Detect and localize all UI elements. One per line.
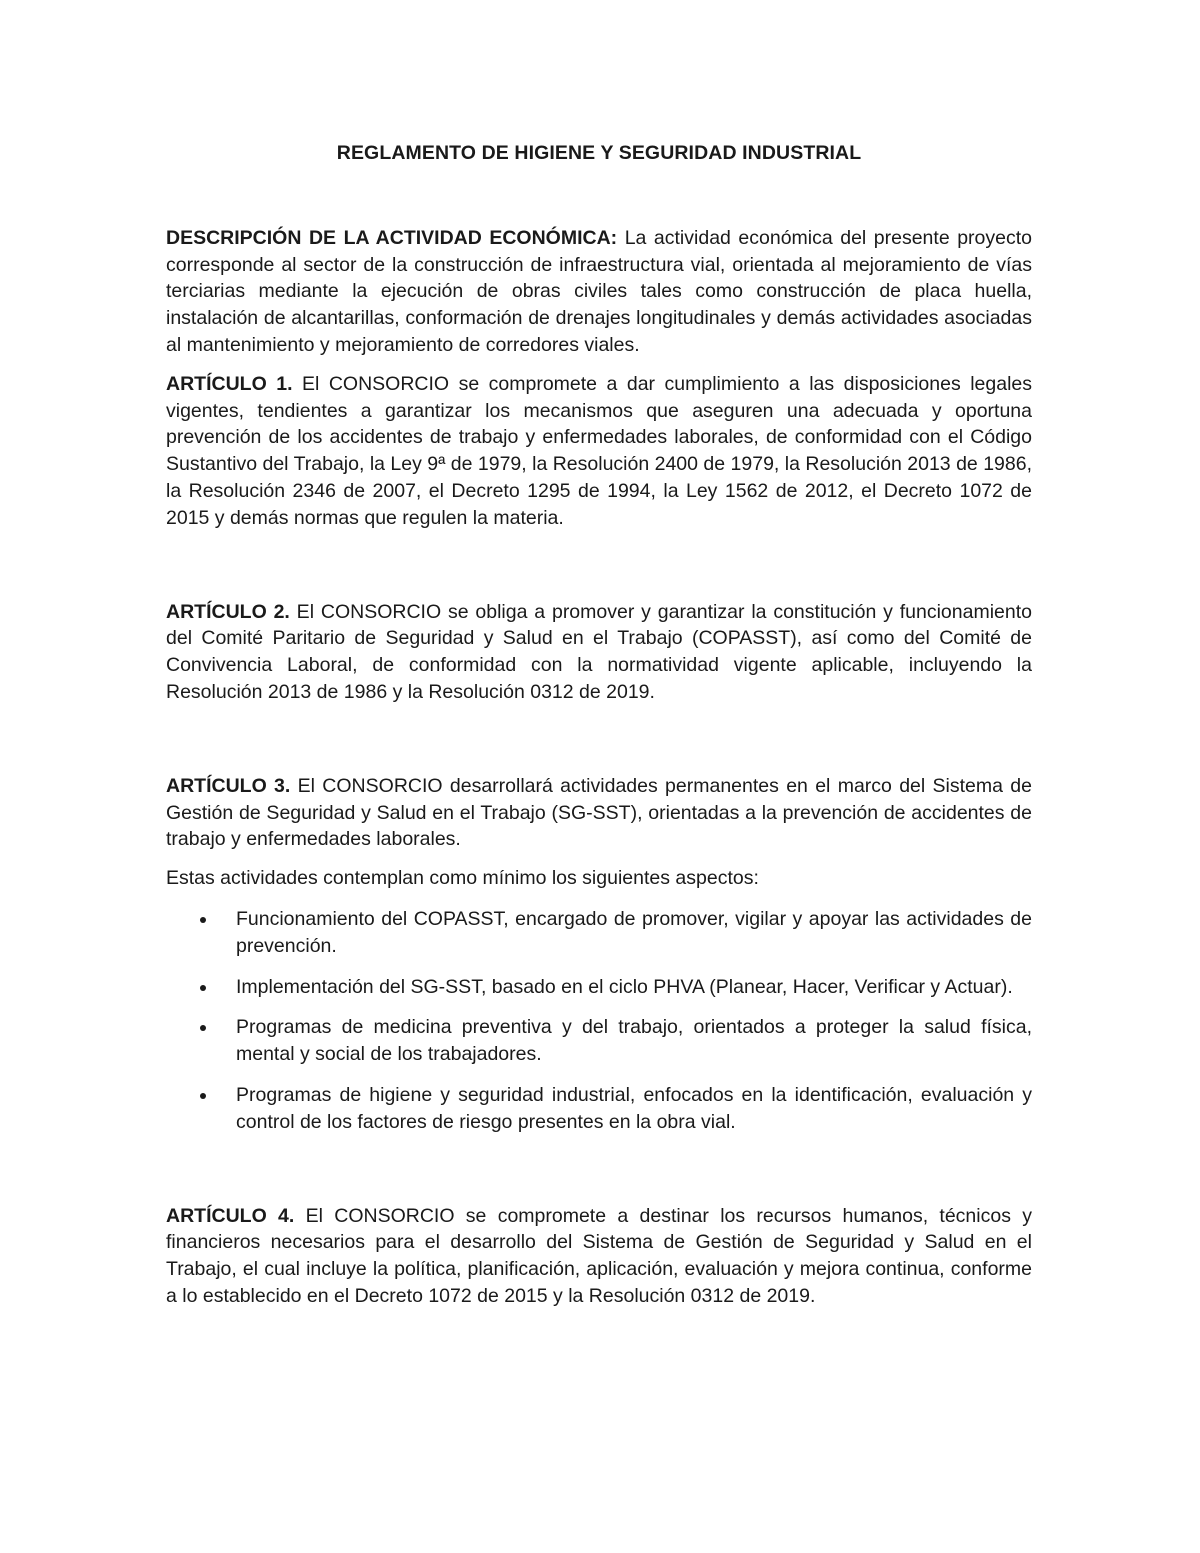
- article-2: [166, 599, 1032, 706]
- article-3-text: El CONSORCIO desarrollará actividades permanentes en el marco del Sistema de Gestión de Seguridad y Salud en el Trabajo (SG-SST), orientadas a la prevención de accidentes de trabajo y enfermedades laborales.: [166, 774, 1032, 851]
- article-2-heading: ARTÍCULO 2.: [166, 600, 290, 623]
- document-title: REGLAMENTO DE HIGIENE Y SEGURIDAD INDUSTRIAL: [336, 142, 862, 164]
- list-item-text: Programas de higiene y seguridad industrial, enfocados en la identificación, evaluación y control de los factores de riesgo presentes en la obra vial.: [236, 1083, 1032, 1133]
- list-item: [166, 1082, 1032, 1136]
- aspects-intro: Estas actividades contemplan como mínimo los siguientes aspectos:: [166, 867, 759, 890]
- description-heading: DESCRIPCIÓN DE LA ACTIVIDAD ECONÓMICA:: [166, 226, 618, 249]
- list-item: [166, 974, 1032, 1001]
- list-item-text: Programas de medicina preventiva y del trabajo, orientados a proteger la salud física, mental y social de los trabajadores.: [236, 1016, 1032, 1066]
- bullet-icon: [200, 917, 206, 923]
- bullet-icon: [200, 1093, 206, 1099]
- list-item: [166, 906, 1032, 960]
- list-item-text: Implementación del SG-SST, basado en el ciclo PHVA (Planear, Hacer, Verificar y Actuar).: [236, 975, 1013, 998]
- article-1-heading: ARTÍCULO 1.: [166, 372, 293, 395]
- article-4-text: El CONSORCIO se compromete a destinar los recursos humanos, técnicos y financieros necesarios para el desarrollo del Sistema de Gestión de Seguridad y Salud en el Trabajo, el cual incluye la política, planificación, aplicación, evaluación y mejora continua, conforme a lo establecido en el Decreto 1072 de 2015 y la Resolución 0312 de 2019.: [166, 1204, 1033, 1307]
- article-2-text: El CONSORCIO se obliga a promover y garantizar la constitución y funcionamiento del Comité Paritario de Seguridad y Salud en el Trabajo (COPASST), así como del Comité de Convivencia Laboral, de conformidad con la normatividad vigente aplicable, incluyendo la Resolución 2013 de 1986 y la Resolución 0312 de 2019.: [166, 600, 1032, 703]
- article-3: [166, 773, 1032, 853]
- activity-description: [166, 225, 1032, 359]
- list-item-text: Funcionamiento del COPASST, encargado de promover, vigilar y apoyar las actividades de prevención.: [236, 907, 1032, 957]
- document-page: [166, 140, 1032, 1310]
- bullet-icon: [200, 1025, 206, 1031]
- article-4-heading: ARTÍCULO 4.: [166, 1204, 295, 1227]
- article-1: [166, 371, 1032, 532]
- article-3-heading: ARTÍCULO 3.: [166, 774, 291, 797]
- aspects-list: [166, 906, 1032, 1136]
- list-item: [166, 1014, 1032, 1068]
- article-4: [166, 1203, 1032, 1310]
- bullet-icon: [200, 985, 206, 991]
- article-1-text: El CONSORCIO se compromete a dar cumplimiento a las disposiciones legales vigentes, tendientes a garantizar los mecanismos que aseguren una adecuada y oportuna prevención de los accidentes de trabajo y enfermedades laborales, de conformidad con el Código Sustantivo del Trabajo, la Ley 9ª de 1979, la Resolución 2400 de 1979, la Resolución 2013 de 1986, la Resolución 2346 de 2007, el Decreto 1295 de 1994, la Ley 1562 de 2012, el Decreto 1072 de 2015 y demás normas que regulen la materia.: [166, 372, 1032, 529]
- description-text: La actividad económica del presente proyecto corresponde al sector de la construcción de infraestructura vial, orientada al mejoramiento de vías terciarias mediante la ejecución de obras civiles tales como construcción de placa huella, instalación de alcantarillas, conformación de drenajes longitudinales y demás actividades asociadas al mantenimiento y mejoramiento de corredores viales.: [166, 226, 1032, 356]
